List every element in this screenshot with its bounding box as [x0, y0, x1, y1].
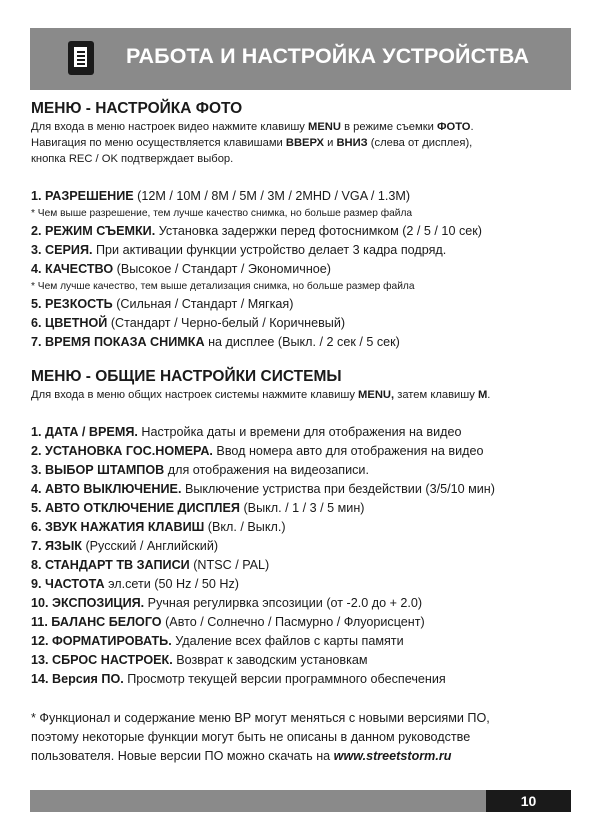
photo-setting-item: [31, 295, 571, 314]
system-setting-item: [31, 651, 571, 670]
photo-setting-item: [31, 333, 571, 352]
text-line: [31, 119, 571, 135]
body-text: (Высокое / Стандарт / Экономичное): [113, 262, 331, 276]
system-setting-item: [31, 575, 571, 594]
body-text: Ввод номера авто для отображения на видео: [212, 444, 484, 458]
emphasis-text: 14. Версия ПО.: [31, 672, 124, 686]
body-text: для отображения на видеозаписи.: [164, 463, 369, 477]
emphasis-text: 2. РЕЖИМ СЪЕМКИ.: [31, 224, 156, 238]
system-setting-item: [31, 442, 571, 461]
system-setting-item: [31, 518, 571, 537]
emphasis-text: www.streetstorm.ru: [333, 749, 452, 763]
emphasis-text: 6. ЦВЕТНОЙ: [31, 316, 108, 330]
document-icon: [68, 41, 94, 75]
text-line: [31, 387, 571, 403]
emphasis-text: 5. РЕЗКОСТЬ: [31, 297, 113, 311]
text-line: [31, 728, 571, 747]
body-text: * Функционал и содержание меню ВР могут меняться с новыми версиями ПО,: [31, 711, 490, 725]
body-text: (Сильная / Стандарт / Мягкая): [112, 297, 294, 311]
emphasis-text: 11. БАЛАНС БЕЛОГО: [31, 615, 162, 629]
emphasis-text: 7. ЯЗЫК: [31, 539, 82, 553]
header-title: РАБОТА И НАСТРОЙКА УСТРОЙСТВА: [126, 44, 530, 68]
text-line: [31, 747, 571, 766]
system-setting-item: [31, 670, 571, 689]
photo-menu-title: МЕНЮ - НАСТРОЙКА ФОТО: [31, 100, 243, 117]
emphasis-text: 13. СБРОС НАСТРОЕК.: [31, 653, 173, 667]
body-text: Для входа в меню общих настроек системы нажмите клавишу: [31, 389, 359, 401]
photo-menu-intro: [31, 119, 571, 167]
body-text: Выключение устриства при бездействии (3/5/10 мин): [181, 482, 495, 496]
page-header: [30, 28, 571, 90]
emphasis-text: 8. СТАНДАРТ ТВ ЗАПИСИ: [31, 558, 190, 572]
body-text: эл.сети (50 Hz / 50 Hz): [104, 577, 239, 591]
body-text: * Чем выше разрешение, тем лучше качество снимка, но больше размер файла: [31, 208, 413, 219]
body-text: Навигация по меню осуществляется клавишами: [31, 137, 286, 149]
body-text: затем клавишу: [394, 389, 478, 401]
body-text: кнопка REC / OK подтверждает выбор.: [31, 153, 234, 165]
photo-setting-item: [31, 241, 571, 260]
system-setting-item: [31, 537, 571, 556]
body-text: Ручная регулирвка эпсозиции (от -2.0 до + 2.0): [144, 596, 423, 610]
emphasis-text: ВНИЗ: [336, 137, 368, 149]
system-setting-item: [31, 423, 571, 442]
emphasis-text: 12. ФОРМАТИРОВАТЬ.: [31, 634, 172, 648]
body-text: Установка задержки перед фотоснимком (2 / 5 / 10 сек): [155, 224, 482, 238]
footnote: [31, 709, 571, 766]
page-number: 10: [486, 790, 571, 812]
system-setting-item: [31, 632, 571, 651]
photo-setting-item: [31, 187, 571, 206]
body-text: (Вкл. / Выкл.): [204, 520, 286, 534]
note-line: [31, 206, 571, 222]
emphasis-text: ФОТО: [436, 121, 471, 133]
body-text: .: [487, 389, 491, 401]
emphasis-text: 4. КАЧЕСТВО: [31, 262, 114, 276]
body-text: (Стандарт / Черно-белый / Коричневый): [107, 316, 346, 330]
emphasis-text: 3. СЕРИЯ.: [31, 243, 93, 257]
body-text: .: [470, 121, 474, 133]
page-content: [31, 99, 571, 766]
emphasis-text: 10. ЭКСПОЗИЦИЯ.: [31, 596, 145, 610]
emphasis-text: MENU,: [358, 389, 395, 401]
body-text: (12M / 10M / 8M / 5M / 3M / 2MHD / VGA / 1.3M): [133, 189, 411, 203]
system-menu-title: МЕНЮ - ОБЩИЕ НАСТРОЙКИ СИСТЕМЫ: [31, 368, 342, 385]
emphasis-text: MENU: [308, 121, 341, 133]
emphasis-text: ВВЕРХ: [285, 137, 324, 149]
body-text: Настройка даты и времени для отображения на видео: [137, 425, 462, 439]
body-text: * Чем лучше качество, тем выше детализация снимка, но больше размер файла: [31, 281, 415, 292]
body-text: (NTSC / PAL): [189, 558, 270, 572]
body-text: Удаление всех файлов с карты памяти: [171, 634, 404, 648]
system-setting-item: [31, 480, 571, 499]
emphasis-text: 9. ЧАСТОТА: [31, 577, 105, 591]
photo-setting-item: [31, 260, 571, 279]
note-line: [31, 279, 571, 295]
body-text: (Авто / Солнечно / Пасмурно / Флуорисцент): [161, 615, 425, 629]
body-text: (Выкл. / 1 / 3 / 5 мин): [239, 501, 365, 515]
body-text: на дисплее (Выкл. / 2 сек / 5 сек): [204, 335, 400, 349]
emphasis-text: 5. АВТО ОТКЛЮЧЕНИЕ ДИСПЛЕЯ: [31, 501, 240, 515]
system-setting-item: [31, 613, 571, 632]
body-text: (Русский / Английский): [81, 539, 219, 553]
system-setting-item: [31, 556, 571, 575]
body-text: Просмотр текущей версии программного обеспечения: [123, 672, 446, 686]
body-text: поэтому некоторые функции могут быть не описаны в данном руководстве: [31, 730, 471, 744]
body-text: Для входа в меню настроек видео нажмите клавишу: [31, 121, 309, 133]
emphasis-text: 2. УСТАНОВКА ГОС.НОМЕРА.: [31, 444, 213, 458]
emphasis-text: 4. АВТО ВЫКЛЮЧЕНИЕ.: [31, 482, 182, 496]
system-setting-item: [31, 594, 571, 613]
system-setting-item: [31, 499, 571, 518]
emphasis-text: 3. ВЫБОР ШТАМПОВ: [31, 463, 165, 477]
system-setting-item: [31, 461, 571, 480]
text-line: [31, 135, 571, 151]
photo-setting-item: [31, 222, 571, 241]
system-menu-intro: [31, 387, 571, 403]
photo-settings-list: [31, 187, 571, 352]
body-text: пользователя. Новые версии ПО можно скачать на: [31, 749, 334, 763]
system-settings-list: [31, 423, 571, 689]
emphasis-text: 7. ВРЕМЯ ПОКАЗА СНИМКА: [31, 335, 205, 349]
body-text: и: [324, 137, 337, 149]
emphasis-text: 6. ЗВУК НАЖАТИЯ КЛАВИШ: [31, 520, 205, 534]
body-text: в режиме съемки: [340, 121, 437, 133]
emphasis-text: 1. РАЗРЕШЕНИЕ: [31, 189, 134, 203]
text-line: [31, 151, 571, 167]
body-text: Возврат к заводским установкам: [172, 653, 368, 667]
photo-setting-item: [31, 314, 571, 333]
body-text: (слева от дисплея),: [367, 137, 473, 149]
body-text: При активации функции устройство делает 3 кадра подряд.: [92, 243, 447, 257]
emphasis-text: M: [477, 389, 488, 401]
emphasis-text: 1. ДАТА / ВРЕМЯ.: [31, 425, 138, 439]
text-line: [31, 709, 571, 728]
